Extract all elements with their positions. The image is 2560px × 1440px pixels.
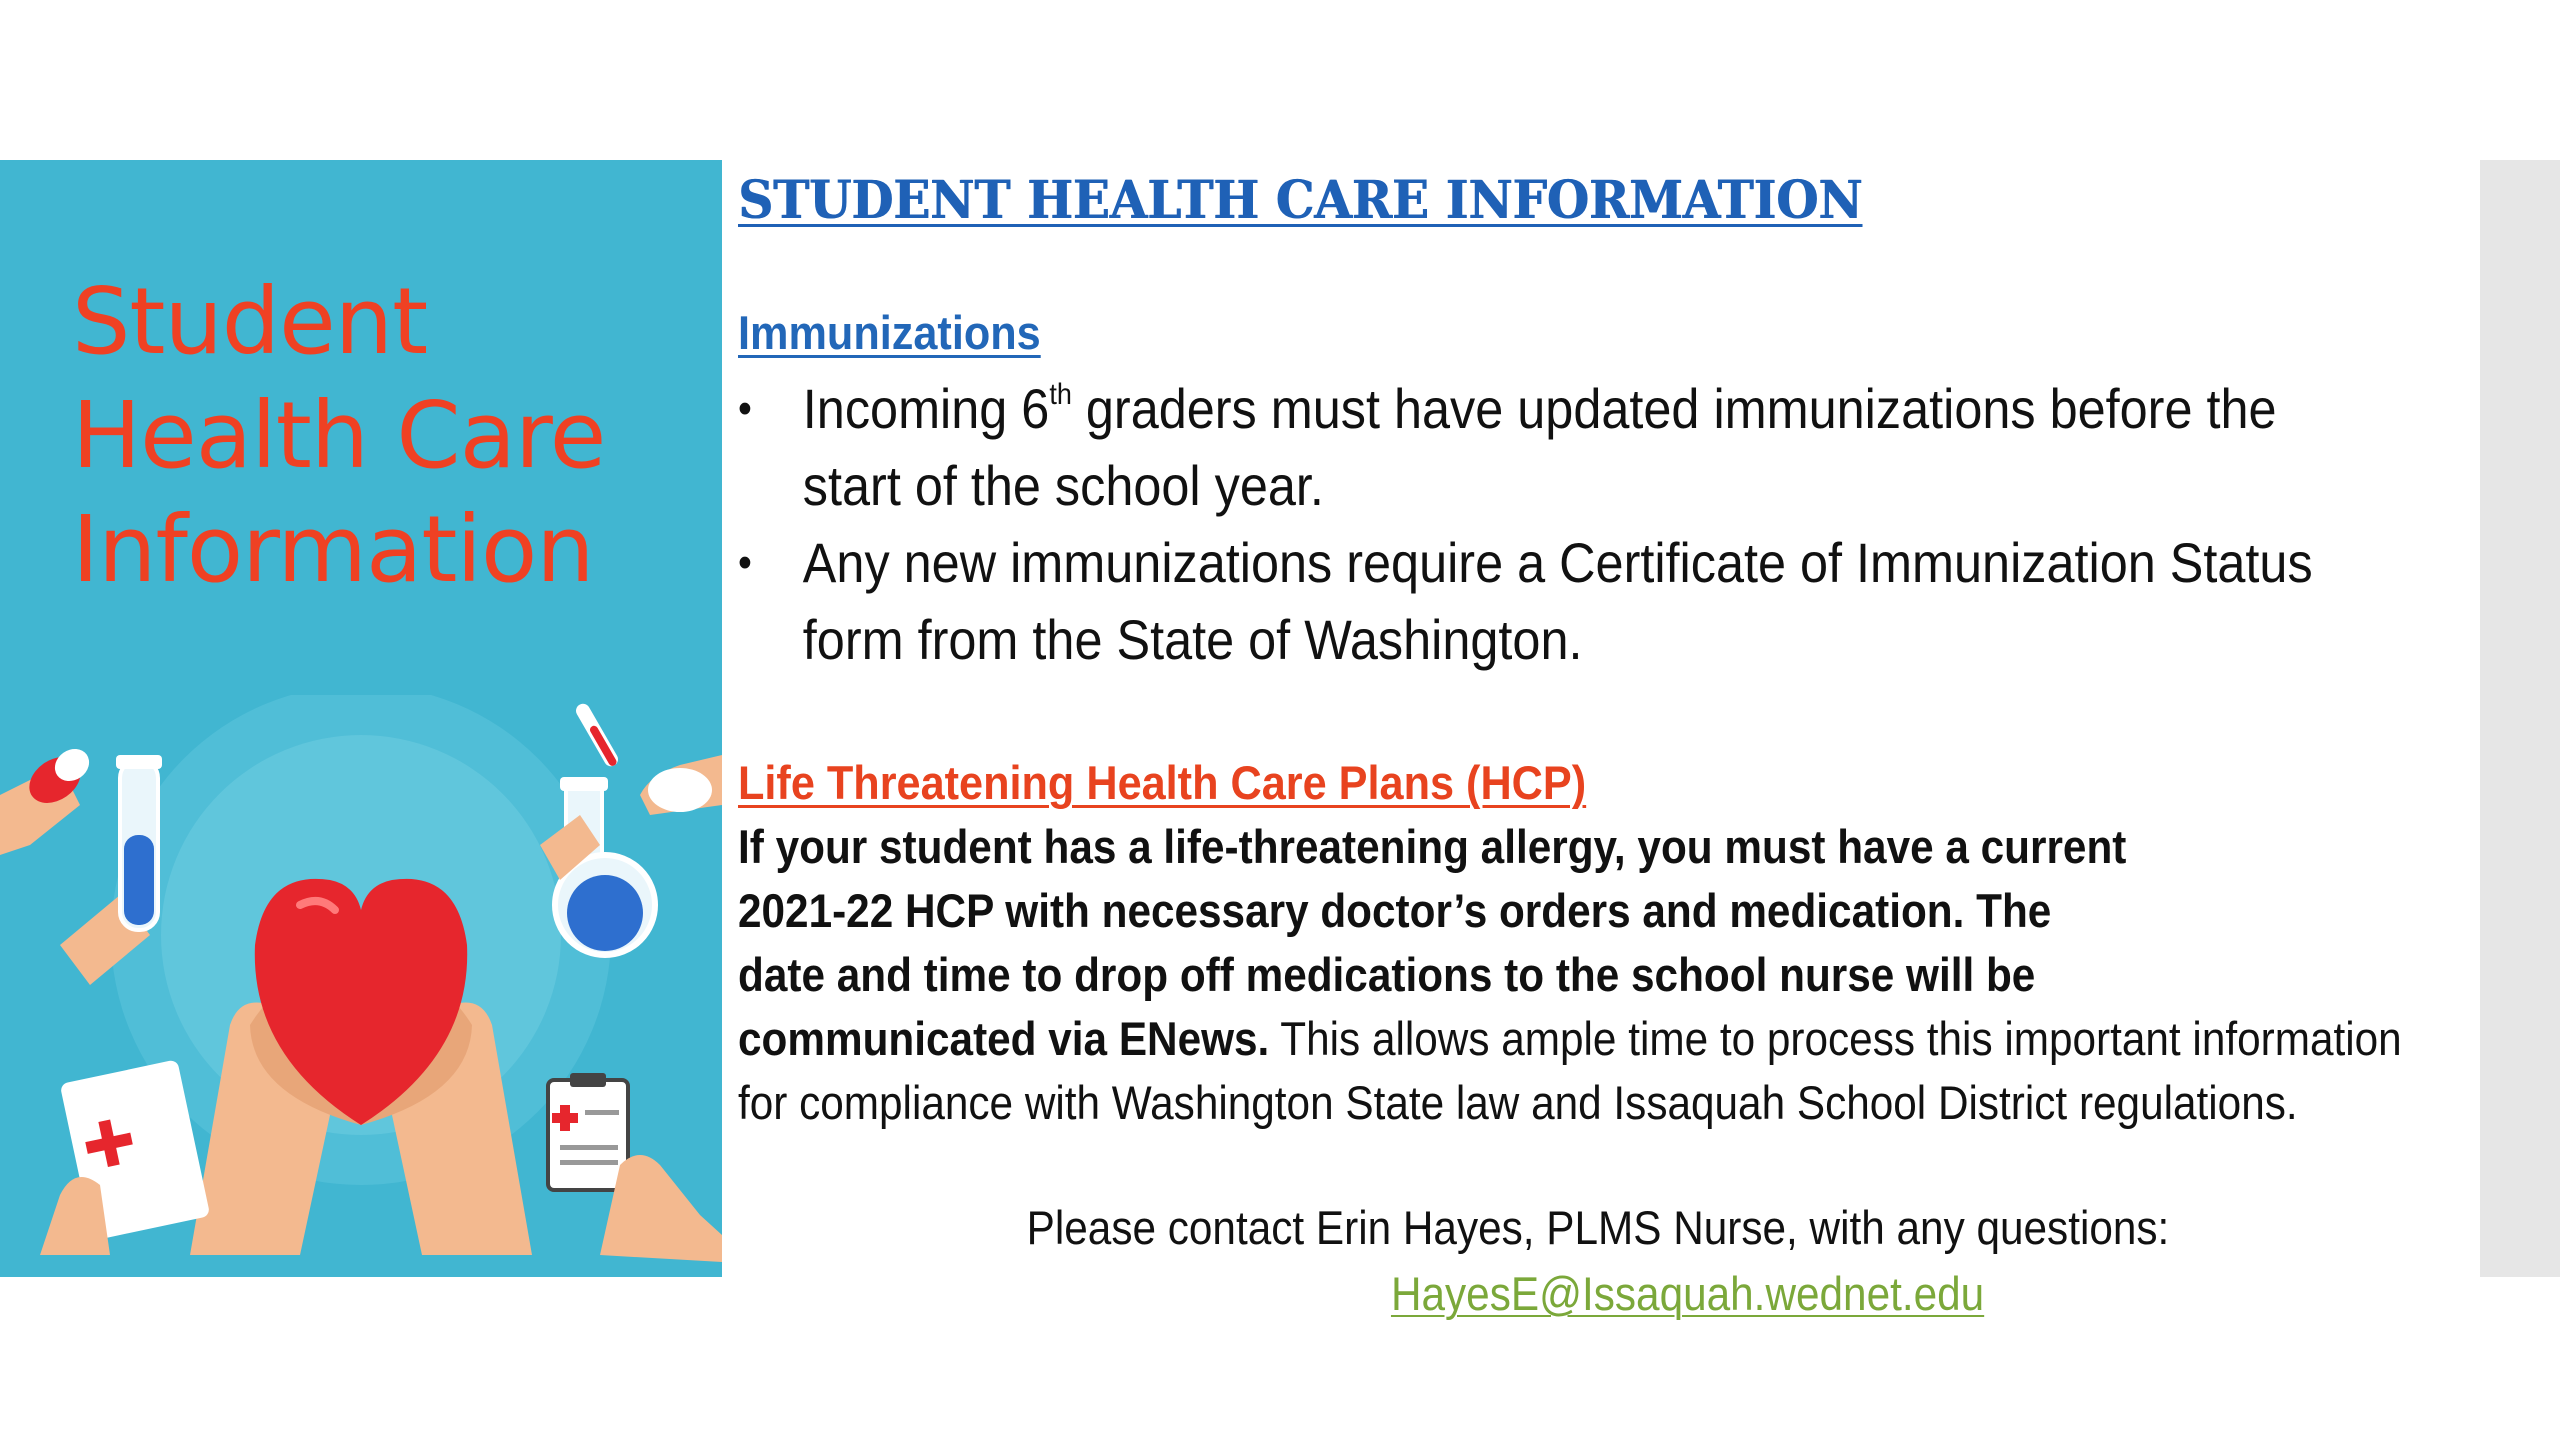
bullet-2-line1: Any new immunizations require a Certificate of Immunization Status <box>802 531 2313 594</box>
hcp-paragraph <box>738 815 2448 1135</box>
page-title: STUDENT HEALTH CARE INFORMATION <box>738 170 1863 231</box>
hcp-regular-line-4: This allows ample time to process this important information <box>1269 1012 2402 1065</box>
bullet-icon: • <box>738 384 752 433</box>
list-item <box>738 524 2513 678</box>
contact-message: Please contact Erin Hayes, PLMS Nurse, with any questions: <box>1026 1201 2170 1254</box>
hcp-bold-line-3: date and time to drop off medications to the school nurse will be <box>738 948 2036 1001</box>
bullet-icon: • <box>738 538 752 587</box>
left-title-line-3: Information <box>72 496 594 603</box>
right-side-bar <box>2480 160 2560 1277</box>
clipboard-icon <box>548 1073 722 1262</box>
bullet-2-line2: form from the State of Washington. <box>802 608 1583 671</box>
cotton-hand-icon <box>640 755 722 815</box>
contact-section <box>738 1195 2458 1327</box>
left-title-line-1: Student <box>72 268 428 375</box>
list-item <box>738 370 2513 524</box>
immunizations-heading: Immunizations <box>738 306 1041 359</box>
left-panel-title <box>72 265 692 607</box>
hcp-bold-line-2: 2021-22 HCP with necessary doctor’s orders and medication. The <box>738 884 2052 937</box>
nurse-email-link[interactable]: HayesE@Issaquah.wednet.edu <box>1391 1267 1985 1320</box>
bullet-1-prefix: Incoming 6 <box>802 377 1050 440</box>
thermometer-icon <box>573 701 620 769</box>
bullet-1-line2: start of the school year. <box>802 454 1324 517</box>
medical-hands-heart-illustration <box>0 695 722 1262</box>
bullet-1-line1-rest: graders must have updated immunizations before the <box>1071 377 2277 440</box>
hcp-bold-line-1: If your student has a life-threatening allergy, you must have a current <box>738 820 2127 873</box>
left-panel <box>0 160 722 1277</box>
hcp-bold-line-4: communicated via ENews. <box>738 1012 1270 1065</box>
bullet-1-superscript: th <box>1049 378 1072 411</box>
hcp-regular-line-5: for compliance with Washington State law and Issaquah School District regulations. <box>738 1076 2298 1129</box>
hcp-heading: Life Threatening Health Care Plans (HCP) <box>738 756 1587 809</box>
pill-hand-icon <box>0 742 95 855</box>
immunizations-list <box>738 370 2458 678</box>
left-title-line-2: Health Care <box>72 382 606 489</box>
